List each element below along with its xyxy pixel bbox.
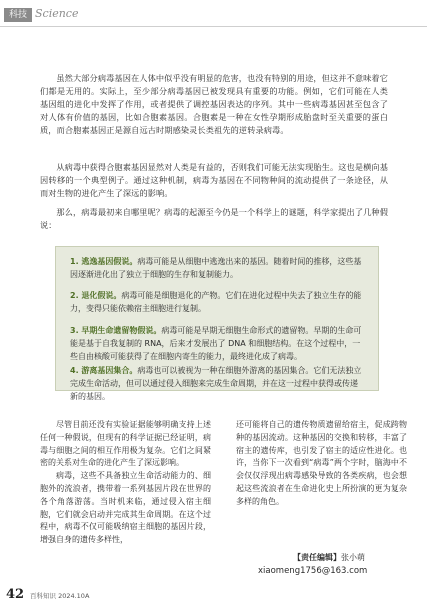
editor-name: 张小萌 — [341, 553, 365, 562]
hypothesis-4-text: 病毒也可以被视为一种在细胞外游离的基因集合。它们无法独立完成生命活动，但可以通过侵入细胞来完成生命周期，并在这一过程中获得或传递新的基因。 — [70, 366, 362, 401]
page-footer — [0, 587, 427, 602]
journal-issue: 百科知识 2024.10A — [30, 592, 90, 600]
hypothesis-4 — [70, 364, 364, 403]
hypothesis-3-title: 3. 早期生命遗留物假说。 — [70, 326, 162, 335]
left-column-paragraph-1: 尽管目前还没有实验证据能够明确支持上述任何一种假说，但现有的科学证据已经证明，病毒与细胞之间的相互作用极为复杂。它们之间紧密的关系对生命的进化产生了深远影响。 — [40, 420, 211, 468]
left-column — [40, 419, 211, 547]
page-number: 42 — [6, 587, 25, 602]
intro-paragraph-1: 虽然大部分病毒基因在人体中似乎没有明显的危害，也没有特别的用途，但这并不意味着它们都是无用的。实际上，至少部分病毒基因已被发现具有重要的功能。例如，它们可能在人类基因组的进化中发挥了作用，或者提供了调控基因表达的序列。其中一些病毒基因甚至包含了对人体有价值的基因，比如合胞素基因。合胞素是一种在女性孕期形成胎盘时至关重要的蛋白质，而合胞素基因正是源自远古时期感染灵长类祖先的逆转录病毒。 — [40, 73, 388, 135]
hypothesis-2-title: 2. 退化假说。 — [70, 291, 122, 300]
hypothesis-1 — [70, 255, 364, 281]
hypothesis-2 — [70, 289, 364, 315]
hypothesis-3 — [70, 324, 364, 363]
header-divider — [0, 26, 427, 27]
intro-paragraph-2: 从病毒中获得合胞素基因显然对人类是有益的，否则我们可能无法实现胎生。这也是横向基因转移的一个典型例子。通过这种机制，病毒为基因在不同物种间的流动提供了一条途径，从而对生物的进化产生了深远的影响。 — [40, 162, 388, 198]
editor-email: xiaomeng1756@163.com — [258, 566, 368, 576]
right-column — [236, 419, 407, 509]
left-column-paragraph-2: 病毒，这些不具备独立生命活动能力的、细胞外的流浪者，携带着一系列基因片段在世界的各个角落游荡。当时机来临，通过侵入宿主细胞，它们就会启动并完成其生命周期。在这个过程中，病毒不仅可能吸纳宿主细胞的基因片段，增强自身的遗传多样性， — [40, 471, 211, 545]
hypothesis-1-title: 1. 逃逸基因假说。 — [70, 257, 138, 266]
section-english-label: Science — [35, 7, 79, 20]
editor-credit — [293, 552, 365, 564]
hypotheses-box — [55, 246, 379, 401]
page-header — [0, 0, 427, 26]
hypothesis-2-text: 病毒可能是细胞退化的产物。它们在进化过程中失去了独立生存的能力，变得只能依赖宿主细胞进行复制。 — [70, 291, 362, 313]
hypothesis-1-text: 病毒可能是从细胞中逃逸出来的基因。随着时间的推移，这些基因逐渐进化出了独立于细胞的生存和复制能力。 — [70, 257, 362, 279]
editor-tag: 【责任编辑】 — [293, 553, 341, 562]
hypothesis-4-title: 4. 游离基因集合。 — [70, 366, 138, 375]
section-badge: 科技 — [4, 8, 32, 22]
hypothesis-3-text: 病毒可能是早期无细胞生命形式的遗留物。早期的生命可能是基于自我复制的 RNA，后来才发展出了 DNA 和细胞结构。在这个过程中，一些自由核酸可能获得了在细胞内寄生的能力，最终进化成了病毒。 — [70, 326, 362, 361]
intro-paragraph-3: 那么，病毒最初来自哪里呢？病毒的起源至今仍是一个科学上的谜题，科学家提出了几种假说： — [40, 207, 388, 230]
right-column-paragraph: 还可能将自己的遗传物质遗留给宿主，促成跨物种的基因流动。这种基因的交换和转移，丰富了宿主的遗传库，也引发了宿主的适应性进化。也许，当你下一次看到“病毒”两个字时，脑海中不会仅仅浮现出病毒感染导致的各类疾病，也会想起这些流浪者在生命进化史上所扮演的更为复杂多样的角色。 — [236, 420, 407, 506]
